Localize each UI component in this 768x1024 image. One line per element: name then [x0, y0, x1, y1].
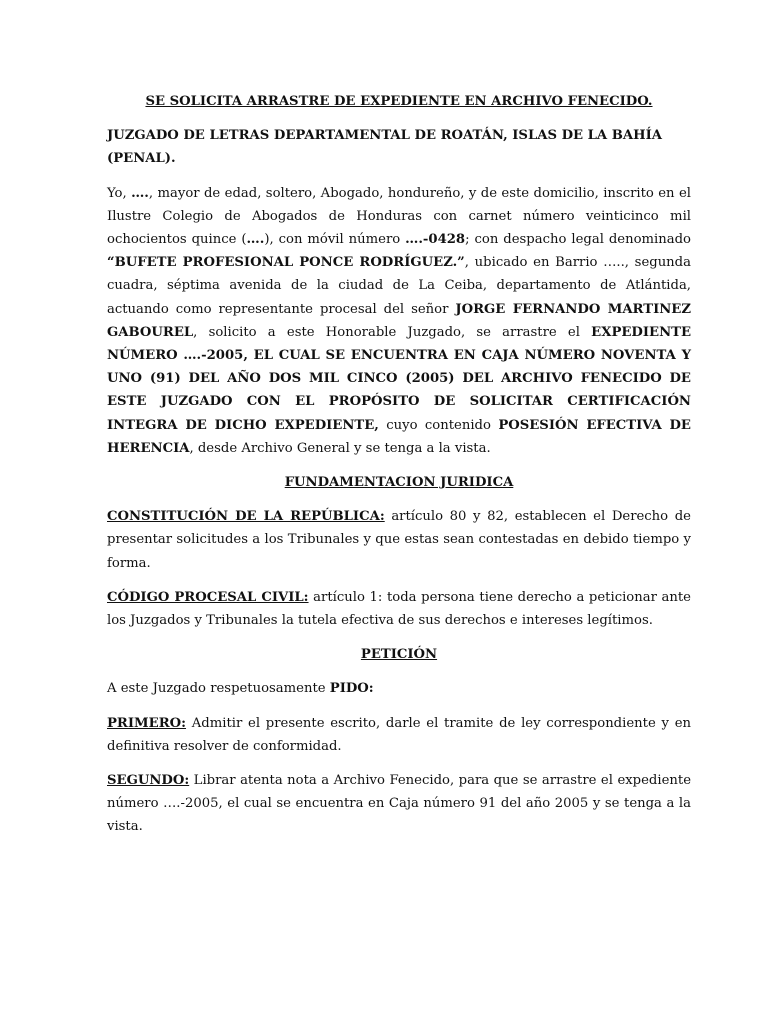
section-heading-fundamentacion: FUNDAMENTACION JURIDICA — [284, 475, 514, 491]
segundo-label: SEGUNDO: — [107, 773, 190, 789]
constitucion-paragraph — [107, 505, 691, 575]
intro-text: , ubicado en Barrio ….., segunda cuadra, séptima avenida de la ciudad de La Ceiba, departamento de Atlántida, actuando como representante procesal del señor — [107, 255, 691, 317]
pido-bold: PIDO: — [329, 681, 374, 697]
section-heading-peticion: PETICIÓN — [360, 647, 438, 663]
intro-text: , solicito a este Honorable Juzgado, se arrastre el — [193, 324, 592, 340]
case-content: POSESIÓN EFECTIVA DE HERENCIA — [107, 417, 691, 456]
segundo-text: Librar atenta nota a Archivo Fenecido, para que se arrastre el expediente número ….-2005, el cual se encuentra en Caja número 91 del año 2005 y se tenga a la vista. — [107, 773, 691, 835]
pido-paragraph — [107, 677, 691, 700]
constitucion-label: CONSTITUCIÓN DE LA REPÚBLICA: — [107, 509, 385, 525]
pido-text: A este Juzgado respetuosamente — [107, 681, 330, 697]
law-firm-name: “BUFETE PROFESIONAL PONCE RODRÍGUEZ.” — [107, 255, 465, 271]
intro-text: ), con móvil número — [264, 232, 406, 248]
case-file-description: EXPEDIENTE NÚMERO ….-2005, EL CUAL SE ENCUENTRA EN CAJA NÚMERO NOVENTA Y UNO (91) DEL AÑO DOS MIL CINCO (2005) DEL ARCHIVO FENECIDO DE ESTE JUZGADO CON EL PROPÓSITO DE SOLICITAR CERTIFICACIÓN INTEGRA DE DICHO EXPEDIENTE, — [107, 324, 691, 433]
primero-paragraph — [107, 712, 691, 758]
codigo-label: CÓDIGO PROCESAL CIVIL: — [107, 589, 309, 605]
intro-text: , mayor de edad, soltero, Abogado, hondureño, y de este domicilio, inscrito en el Ilustre Colegio de Abogados de Honduras con carnet número veinticinco mil ochocientos quince ( — [107, 185, 691, 248]
codigo-text: artículo 1: toda persona tiene derecho a peticionar ante los Juzgados y Tribunales la tutela efectiva de sus derechos e intereses legítimos. — [107, 589, 691, 629]
intro-bold: …. — [246, 232, 265, 248]
intro-text: , desde Archivo General y se tenga a la vista. — [189, 440, 491, 456]
phone-number: ….-0428 — [405, 232, 466, 248]
segundo-paragraph — [107, 769, 691, 839]
intro-text: cuyo contenido — [378, 417, 499, 433]
intro-bold: …. — [131, 185, 149, 201]
constitucion-text: artículo 80 y 82, establecen el Derecho de presentar solicitudes a los Tribunales y que estas sean contestadas en debido tiempo y forma. — [107, 509, 691, 571]
document-title: SE SOLICITA ARRASTRE DE EXPEDIENTE EN ARCHIVO FENECIDO. — [145, 94, 653, 109]
codigo-paragraph — [107, 586, 691, 632]
primero-label: PRIMERO: — [107, 715, 187, 731]
document-body — [107, 90, 691, 850]
primero-text: Admitir el presente escrito, darle el tramite de ley correspondiente y en definitiva resolver de conformidad. — [107, 715, 691, 754]
client-name: JORGE FERNANDO MARTINEZ GABOUREL — [107, 301, 691, 340]
intro-text: ; con despacho legal denominado — [465, 232, 691, 248]
court-heading: JUZGADO DE LETRAS DEPARTAMENTAL DE ROATÁN, ISLAS DE LA BAHÍA (PENAL). — [107, 128, 662, 167]
intro-paragraph — [107, 182, 691, 460]
intro-text: Yo, — [107, 185, 132, 201]
